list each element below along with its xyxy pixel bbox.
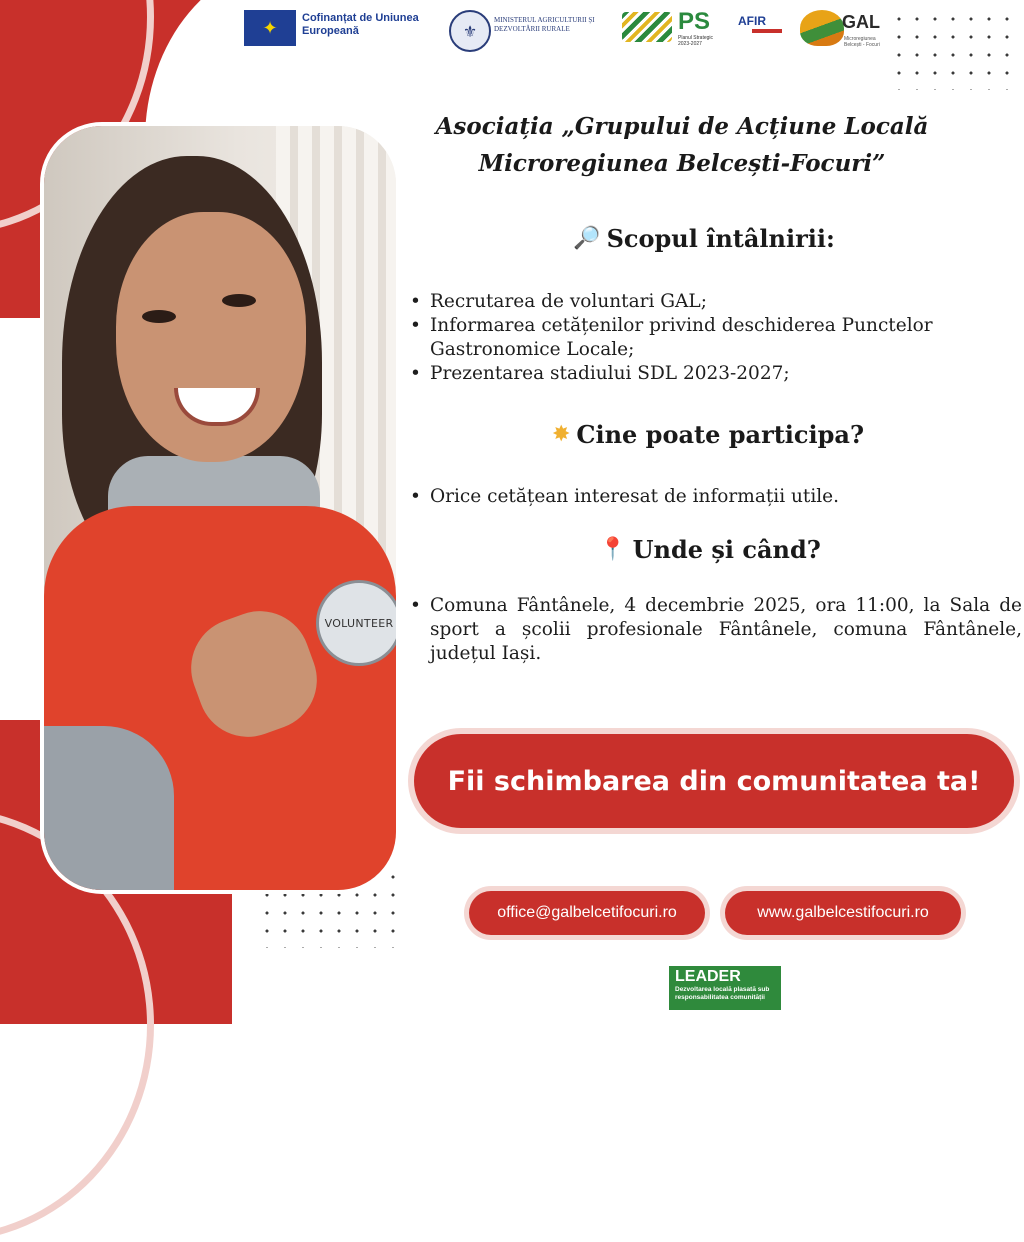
photo-eye-right (222, 294, 256, 307)
website-pill[interactable] (720, 886, 966, 940)
ps-logo-subtext: Planul Strategic 2023-2027 (678, 35, 714, 47)
leader-logo (669, 966, 781, 1010)
gal-mark-icon (800, 10, 844, 46)
location-heading (450, 535, 970, 564)
seal-icon: ⚜ (462, 21, 478, 41)
star-icon: ✸ (551, 422, 571, 447)
gal-logo (800, 8, 896, 50)
scope-heading (444, 224, 964, 253)
photo-sleeve (44, 726, 174, 890)
location-heading-text: Unde și când? (632, 535, 821, 564)
gal-logo-subtext: Microregiunea Belcești - Focuri (844, 36, 880, 48)
scope-heading-text: Scopul întâlnirii: (606, 224, 835, 253)
scope-list (408, 290, 1018, 386)
magnifier-icon: 🔎 (573, 226, 601, 251)
eu-stars-icon: ✦ (262, 17, 278, 39)
cta-text: Fii schimbarea din comunitatea ta! (414, 734, 1014, 828)
participants-heading-text: Cine poate participa? (576, 420, 865, 449)
participants-heading (448, 420, 968, 449)
afir-logo: AFIR (738, 14, 766, 28)
location-list (408, 594, 1022, 666)
page-title: Asociația „Grupului de Acțiune Locală Microregiunea Belcești-Focuri” (435, 113, 929, 177)
strategic-plan-logo (622, 8, 718, 48)
afir-logo-bar (752, 29, 782, 33)
decor-dot-grid-top (890, 10, 1020, 90)
photo-eye-left (142, 310, 176, 323)
gal-logo-text: GAL (842, 12, 880, 32)
cta-banner (408, 728, 1020, 834)
eu-cofinancing-label: Cofinanțat de Uniunea Europeană (302, 12, 419, 37)
list-item: • Prezentarea stadiului SDL 2023-2027; (408, 362, 1018, 386)
email-pill[interactable] (464, 886, 710, 940)
government-seal-logo (449, 10, 491, 52)
ps-stripes-icon (622, 12, 672, 42)
list-item: • Comuna Fântânele, 4 decembrie 2025, ora 11:00, la Sala de sport a școlii profesionale Fântânele, comuna Fântânele, județul Iași. (408, 594, 1022, 666)
website-link[interactable]: www.galbelcestifocuri.ro (725, 891, 961, 935)
list-item: • Recrutarea de voluntari GAL; (408, 290, 1018, 314)
leader-subtitle: Dezvoltarea locală plasată sub responsabilitatea comunității (675, 986, 770, 1001)
eu-flag-logo (244, 10, 296, 46)
ps-logo-text: PS (678, 8, 711, 35)
pin-icon: 📍 (599, 537, 627, 562)
participants-list (408, 485, 1018, 509)
leader-title: LEADER (675, 968, 741, 985)
email-link[interactable]: office@galbelcetifocuri.ro (469, 891, 705, 935)
volunteer-badge: VOLUNTEER (316, 580, 396, 666)
list-item: • Orice cetățean interesat de informații utile. (408, 485, 1018, 509)
ministry-label: MINISTERUL AGRICULTURII ȘI DEZVOLTĂRII RURALE (494, 16, 595, 33)
list-item: • Informarea cetățenilor privind deschiderea Punctelor Gastronomice Locale; (408, 314, 1018, 362)
volunteer-photo (44, 126, 396, 890)
